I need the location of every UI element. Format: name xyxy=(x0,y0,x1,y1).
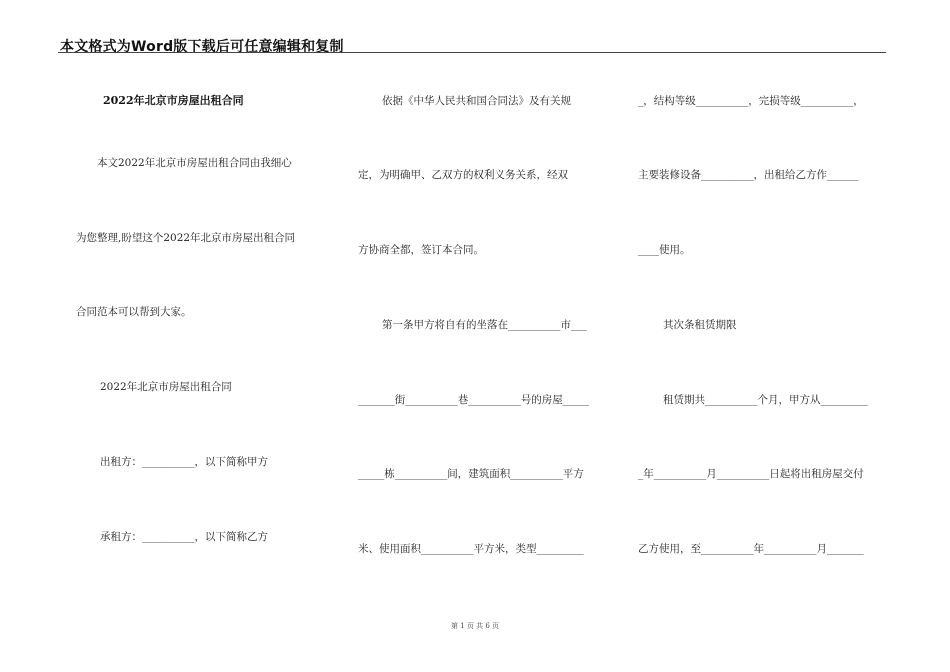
contract-title: 2022年北京市房屋出租合同 xyxy=(103,94,244,107)
text-column-3 xyxy=(636,0,888,672)
text-line: 主要装修设备__________，出租给乙方作______ xyxy=(638,169,859,181)
text-line: _年__________月__________日起将出租房屋交付 xyxy=(638,468,864,480)
text-line: 2022年北京市房屋出租合同 xyxy=(100,381,232,393)
page-number-footer: 第 1 页 共 6 页 xyxy=(450,622,500,630)
text-line: 合同范本可以帮到大家。 xyxy=(76,306,192,318)
document-header-title: 本文格式为Word版下载后可任意编辑和复制 xyxy=(60,39,344,55)
text-line: 方协商全都，签订本合同。 xyxy=(358,244,484,256)
text-line: 定，为明确甲、乙双方的权利义务关系，经双 xyxy=(358,169,568,181)
text-line: 依据《中华人民共和国合同法》及有关规 xyxy=(382,95,571,107)
text-line: 其次条租赁期限 xyxy=(663,319,737,331)
text-line: 为您整理,盼望这个2022年北京市房屋出租合同 xyxy=(76,232,296,244)
text-line: 乙方使用，至__________年__________月_______ xyxy=(638,543,864,555)
text-line: _，结构等级__________，完损等级__________， xyxy=(638,95,864,107)
text-line: _____栋__________间，建筑面积__________平方 xyxy=(358,468,584,480)
text-line: 本文2022年北京市房屋出租合同由我细心 xyxy=(97,157,292,169)
text-line: _______街__________巷__________号的房屋_____ xyxy=(358,394,589,406)
text-line: 出租方：__________，以下简称甲方 xyxy=(100,456,268,468)
text-column-2 xyxy=(356,0,606,672)
text-line: 米、使用面积__________平方米，类型_________ xyxy=(358,543,584,555)
text-line: 第一条甲方将自有的坐落在__________市___ xyxy=(382,319,587,331)
text-line: 租赁期共__________个月，甲方从_________ xyxy=(663,394,868,406)
text-line: ____使用。 xyxy=(638,244,691,256)
text-column-1 xyxy=(76,0,328,672)
text-line: 承租方：__________，以下简称乙方 xyxy=(100,531,268,543)
